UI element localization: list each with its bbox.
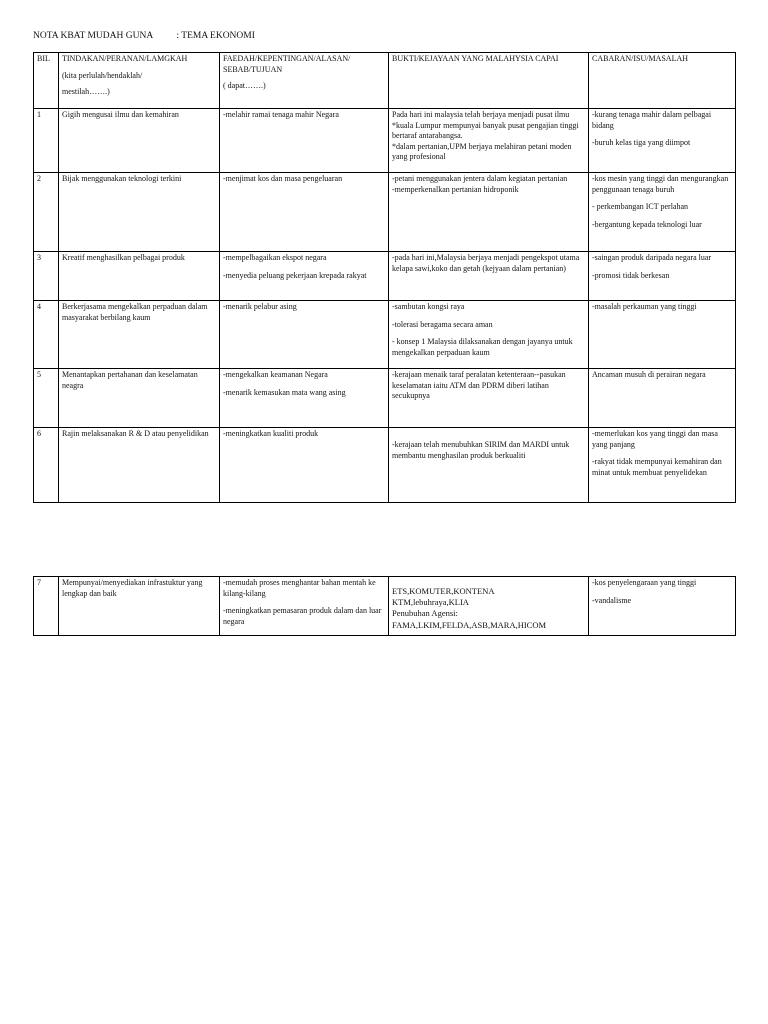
cabaran-point: -vandalisme — [592, 595, 632, 605]
document-title: NOTA KBAT MUDAH GUNA : TEMA EKONOMI — [33, 31, 255, 41]
faedah-point: -menarik kemasukan mata wang asing — [223, 387, 346, 397]
bukti-point: -petani menggunakan jentera dalam kegiatan pertanian — [392, 174, 568, 183]
faedah-cell — [220, 252, 389, 301]
bukti-cell — [389, 252, 589, 301]
kbat-table-continued — [33, 576, 736, 636]
cabaran-point: Ancaman musuh di perairan negara — [592, 370, 706, 379]
bukti-point: Penubuhan Agensi: — [392, 608, 458, 619]
cabaran-cell — [589, 301, 736, 369]
cabaran-point: -kurang tenaga mahir dalam pelbagai bidang — [592, 110, 712, 130]
cabaran-cell — [589, 369, 736, 428]
table-row — [34, 252, 736, 301]
header-tindakan-note-1: (kita perlulah/hendaklah/ — [62, 70, 143, 80]
tindakan-cell: Mempunyai/menyediakan infrastuktur yang lengkap dan baik — [59, 577, 220, 636]
faedah-point: -menjimat kos dan masa pengeluaran — [223, 174, 343, 183]
bukti-point: *dalam pertanian,UPM berjaya melahiran petani moden yang profesional — [392, 141, 572, 162]
cabaran-point: -memerlukan kos yang tinggi dan masa yang panjang — [592, 429, 718, 449]
row-number: 1 — [34, 109, 59, 173]
bukti-point: -kerajaan menaik taraf peralatan ketenteraan--pasukan keselamatan iaitu ATM dan PDRM diberi latihan secukupnya — [392, 370, 566, 401]
tindakan-cell: Bijak menggunakan teknologi terkini — [59, 173, 220, 252]
bukti-point: -memperkenalkan pertanian hidroponik — [392, 184, 519, 194]
row-number: 5 — [34, 369, 59, 428]
row-number: 7 — [34, 577, 59, 636]
bukti-point: -tolerasi beragama secara aman — [392, 319, 493, 329]
header-cabaran: CABARAN/ISU/MASALAH — [589, 53, 736, 109]
cabaran-cell — [589, 109, 736, 173]
table-row — [34, 369, 736, 428]
row-number: 6 — [34, 428, 59, 503]
faedah-point: -menarik pelabur asing — [223, 302, 297, 311]
table-row — [34, 109, 736, 173]
faedah-cell — [220, 577, 389, 636]
faedah-cell — [220, 173, 389, 252]
header-faedah-label: FAEDAH/KEPENTINGAN/ALASAN/ SEBAB/TUJUAN — [223, 54, 351, 74]
header-faedah-note: ( dapat…….) — [223, 81, 266, 91]
bukti-point: -pada hari ini,Malaysia berjaya menjadi pengekspot utama kelapa sawi,koko dan getah (kejyaan dalam pertanian) — [392, 253, 580, 273]
tindakan-cell: Menantapkan pertahanan dan keselamatan neagra — [59, 369, 220, 428]
faedah-point: -meningkatkan kualiti produk — [223, 429, 319, 438]
faedah-point: -menyedia peluang pekerjaan krepada rakyat — [223, 270, 367, 280]
table-row — [34, 428, 736, 503]
table-row — [34, 301, 736, 369]
faedah-cell — [220, 109, 389, 173]
cabaran-point: - perkembangan ICT perlahan — [592, 202, 689, 212]
faedah-cell — [220, 301, 389, 369]
header-tindakan — [59, 53, 220, 109]
bukti-cell — [389, 109, 589, 173]
bukti-cell — [389, 301, 589, 369]
bukti-cell — [389, 428, 589, 503]
bukti-point: *kuala Lumpur mempunyai banyak pusat pengajian tinggi bertaraf antarabangsa. — [392, 120, 579, 141]
faedah-point: -meningkatkan pemasaran produk dalam dan luar negara — [223, 606, 382, 626]
bukti-point: - konsep 1 Malaysia dilaksanakan dengan jayanya untuk mengekalkan perpaduan kaum — [392, 337, 573, 357]
faedah-point: -mempelbagaikan ekspot negara — [223, 253, 327, 262]
header-faedah — [220, 53, 389, 109]
cabaran-cell — [589, 252, 736, 301]
bukti-point: FAMA,LKIM,FELDA,ASB,MARA,HICOM — [392, 619, 547, 630]
faedah-point: -memudah proses menghantar bahan mentah ke kilang-kilang — [223, 578, 376, 598]
faedah-point: -mengekalkan keamanan Negara — [223, 370, 328, 379]
bukti-point: Pada hari ini malaysia telah berjaya menjadi pusat ilmu — [392, 110, 570, 119]
cabaran-cell — [589, 577, 736, 636]
cabaran-point: -buruh kelas tiga yang diimpot — [592, 138, 691, 148]
kbat-table — [33, 52, 736, 503]
table-row — [34, 173, 736, 252]
cabaran-point: -kos mesin yang tinggi dan mengurangkan penggunaan tenaga buruh — [592, 174, 729, 194]
bukti-point: -sambutan kongsi raya — [392, 302, 465, 311]
cabaran-cell — [589, 173, 736, 252]
bukti-cell — [389, 173, 589, 252]
bukti-point: KTM,lebuhraya,KLIA — [392, 597, 469, 608]
cabaran-point: -rakyat tidak mempunyai kemahiran dan minat untuk membuat penyelidekan — [592, 457, 722, 477]
bukti-cell — [389, 369, 589, 428]
cabaran-point: -masalah perkauman yang tinggi — [592, 302, 697, 311]
cabaran-point: -saingan produk daripada negara luar — [592, 253, 712, 262]
header-tindakan-label: TINDAKAN/PERANAN/LAMGKAH — [62, 54, 188, 63]
cabaran-point: -promosi tidak berkesan — [592, 270, 670, 280]
bukti-point: -kerajaan telah menubuhkan SIRIM dan MARDI untuk membantu menghasilan produk berkualiti — [392, 440, 570, 460]
header-bukti: BUKTI/KEJAYAAN YANG MALAHYSIA CAPAI — [389, 53, 589, 109]
header-tindakan-note-2: mestilah…….) — [62, 87, 110, 97]
cabaran-cell — [589, 428, 736, 503]
faedah-cell — [220, 428, 389, 503]
faedah-point: -melahir ramai tenaga mahir Negara — [223, 110, 339, 119]
bukti-cell — [389, 577, 589, 636]
row-number: 4 — [34, 301, 59, 369]
table-header-row — [34, 53, 736, 109]
tindakan-cell: Kreatif menghasilkan pelbagai produk — [59, 252, 220, 301]
tindakan-cell: Rajin melaksanakan R & D atau penyelidikan — [59, 428, 220, 503]
header-bil: BIL — [34, 53, 59, 109]
faedah-cell — [220, 369, 389, 428]
bukti-point: ETS,KOMUTER,KONTENA — [392, 586, 495, 596]
row-number: 2 — [34, 173, 59, 252]
tindakan-cell: Gigih mengusai ilmu dan kemahiran — [59, 109, 220, 173]
cabaran-point: -bergantung kepada teknologi luar — [592, 219, 702, 229]
table-row — [34, 577, 736, 636]
tindakan-cell: Berkerjasama mengekalkan perpaduan dalam masyarakat berbilang kaum — [59, 301, 220, 369]
row-number: 3 — [34, 252, 59, 301]
cabaran-point: -kos penyelengaraan yang tinggi — [592, 578, 697, 587]
